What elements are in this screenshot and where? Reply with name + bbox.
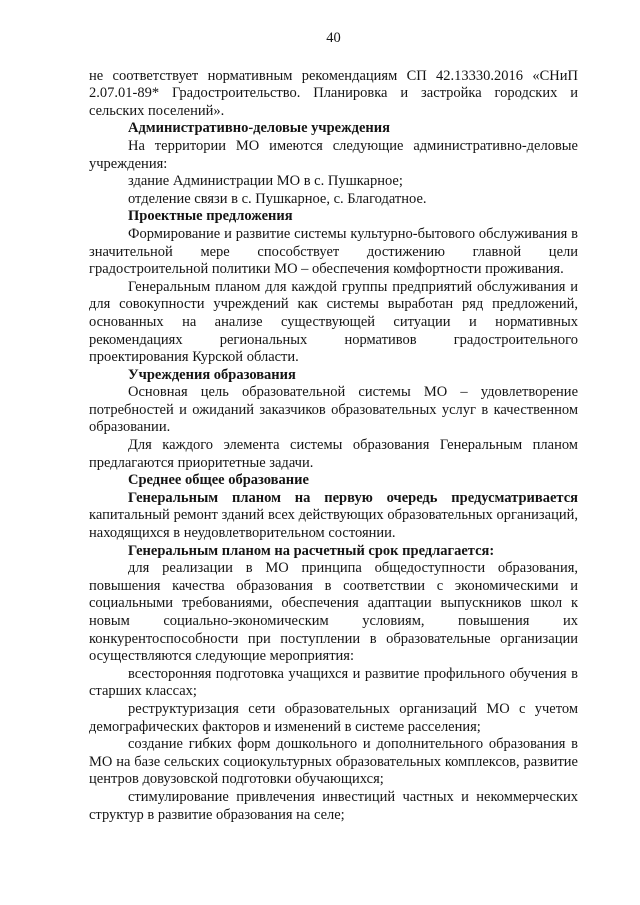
paragraph-general-plan-proposals: Генеральным планом для каждой группы предприятий обслуживания и для совокупности учреждений как системы выработан ряд предложений, основанных на анализе существующей ситуации и нормативных рекомендациях региональных нормативов градостроительного проектирования Курской области. xyxy=(89,278,578,366)
list-item-flexible-forms: создание гибких форм дошкольного и дополнительного образования в МО на базе сельских социокультурных образовательных комплексов, развитие центров довузовской подготовки обучающихся; xyxy=(89,736,578,788)
paragraph-snip-reference: не соответствует нормативным рекомендациям СП 42.13330.2016 «СНиП 2.07.01-89* Градостроительство. Планировка и застройка городских и сельских поселений». xyxy=(89,67,578,119)
paragraph-first-stage xyxy=(89,490,578,543)
paragraph-service-system: Формирование и развитие системы культурно-бытового обслуживания в значительной мере способствует достижению главной цели градостроительной политики МО – обеспечения комфортности проживания. xyxy=(89,225,578,278)
list-item-investment: стимулирование привлечения инвестиций частных и некоммерческих структур в развитие образования на селе; xyxy=(89,788,578,823)
list-item-profile-training: всесторонняя подготовка учащихся и развитие профильного обучения в старших классах; xyxy=(89,665,578,700)
list-item-admin-building: здание Администрации МО в с. Пушкарное; xyxy=(128,173,403,190)
list-item-post-office: отделение связи в с. Пушкарное, с. Благодатное. xyxy=(128,190,427,207)
heading-admin-institutions: Административно-деловые учреждения xyxy=(128,120,390,137)
paragraph-education-goal: Основная цель образовательной системы МО – удовлетворение потребностей и ожиданий заказчиков образовательных услуг в качественном образовании. xyxy=(89,384,578,436)
heading-education-institutions: Учреждения образования xyxy=(128,366,296,383)
paragraph-admin-intro: На территории МО имеются следующие административно-деловые учреждения: xyxy=(89,137,578,172)
list-item-network-restructuring: реструктуризация сети образовательных организаций МО с учетом демографических факторов и изменений в системе расселения; xyxy=(89,700,578,735)
heading-settlement-period: Генеральным планом на расчетный срок предлагается: xyxy=(128,542,495,559)
heading-secondary-education: Среднее общее образование xyxy=(128,472,309,489)
paragraph-first-stage-text: капитальный ремонт зданий всех действующих образовательных организаций, находящихся в неудовлетворительном состоянии. xyxy=(89,507,578,542)
paragraph-priority-tasks: Для каждого элемента системы образования Генеральным планом предлагаются приоритетные задачи. xyxy=(89,437,578,471)
paragraph-measures-intro: для реализации в МО принципа общедоступности образования, повышения качества образования в соответствии с экономическими и социальными требованиями, обеспечения адаптации выпускников школ к новым социально-экономическим условиям, повышения их конкурентоспособности при поступлении в образовательные организации осуществляются следующие мероприятия: xyxy=(89,560,578,665)
heading-project-proposals: Проектные предложения xyxy=(128,208,293,225)
document-page xyxy=(89,30,578,824)
bold-lead-first-stage: Генеральным планом на первую очередь предусматривается xyxy=(128,489,578,506)
page-number: 40 xyxy=(326,30,341,46)
